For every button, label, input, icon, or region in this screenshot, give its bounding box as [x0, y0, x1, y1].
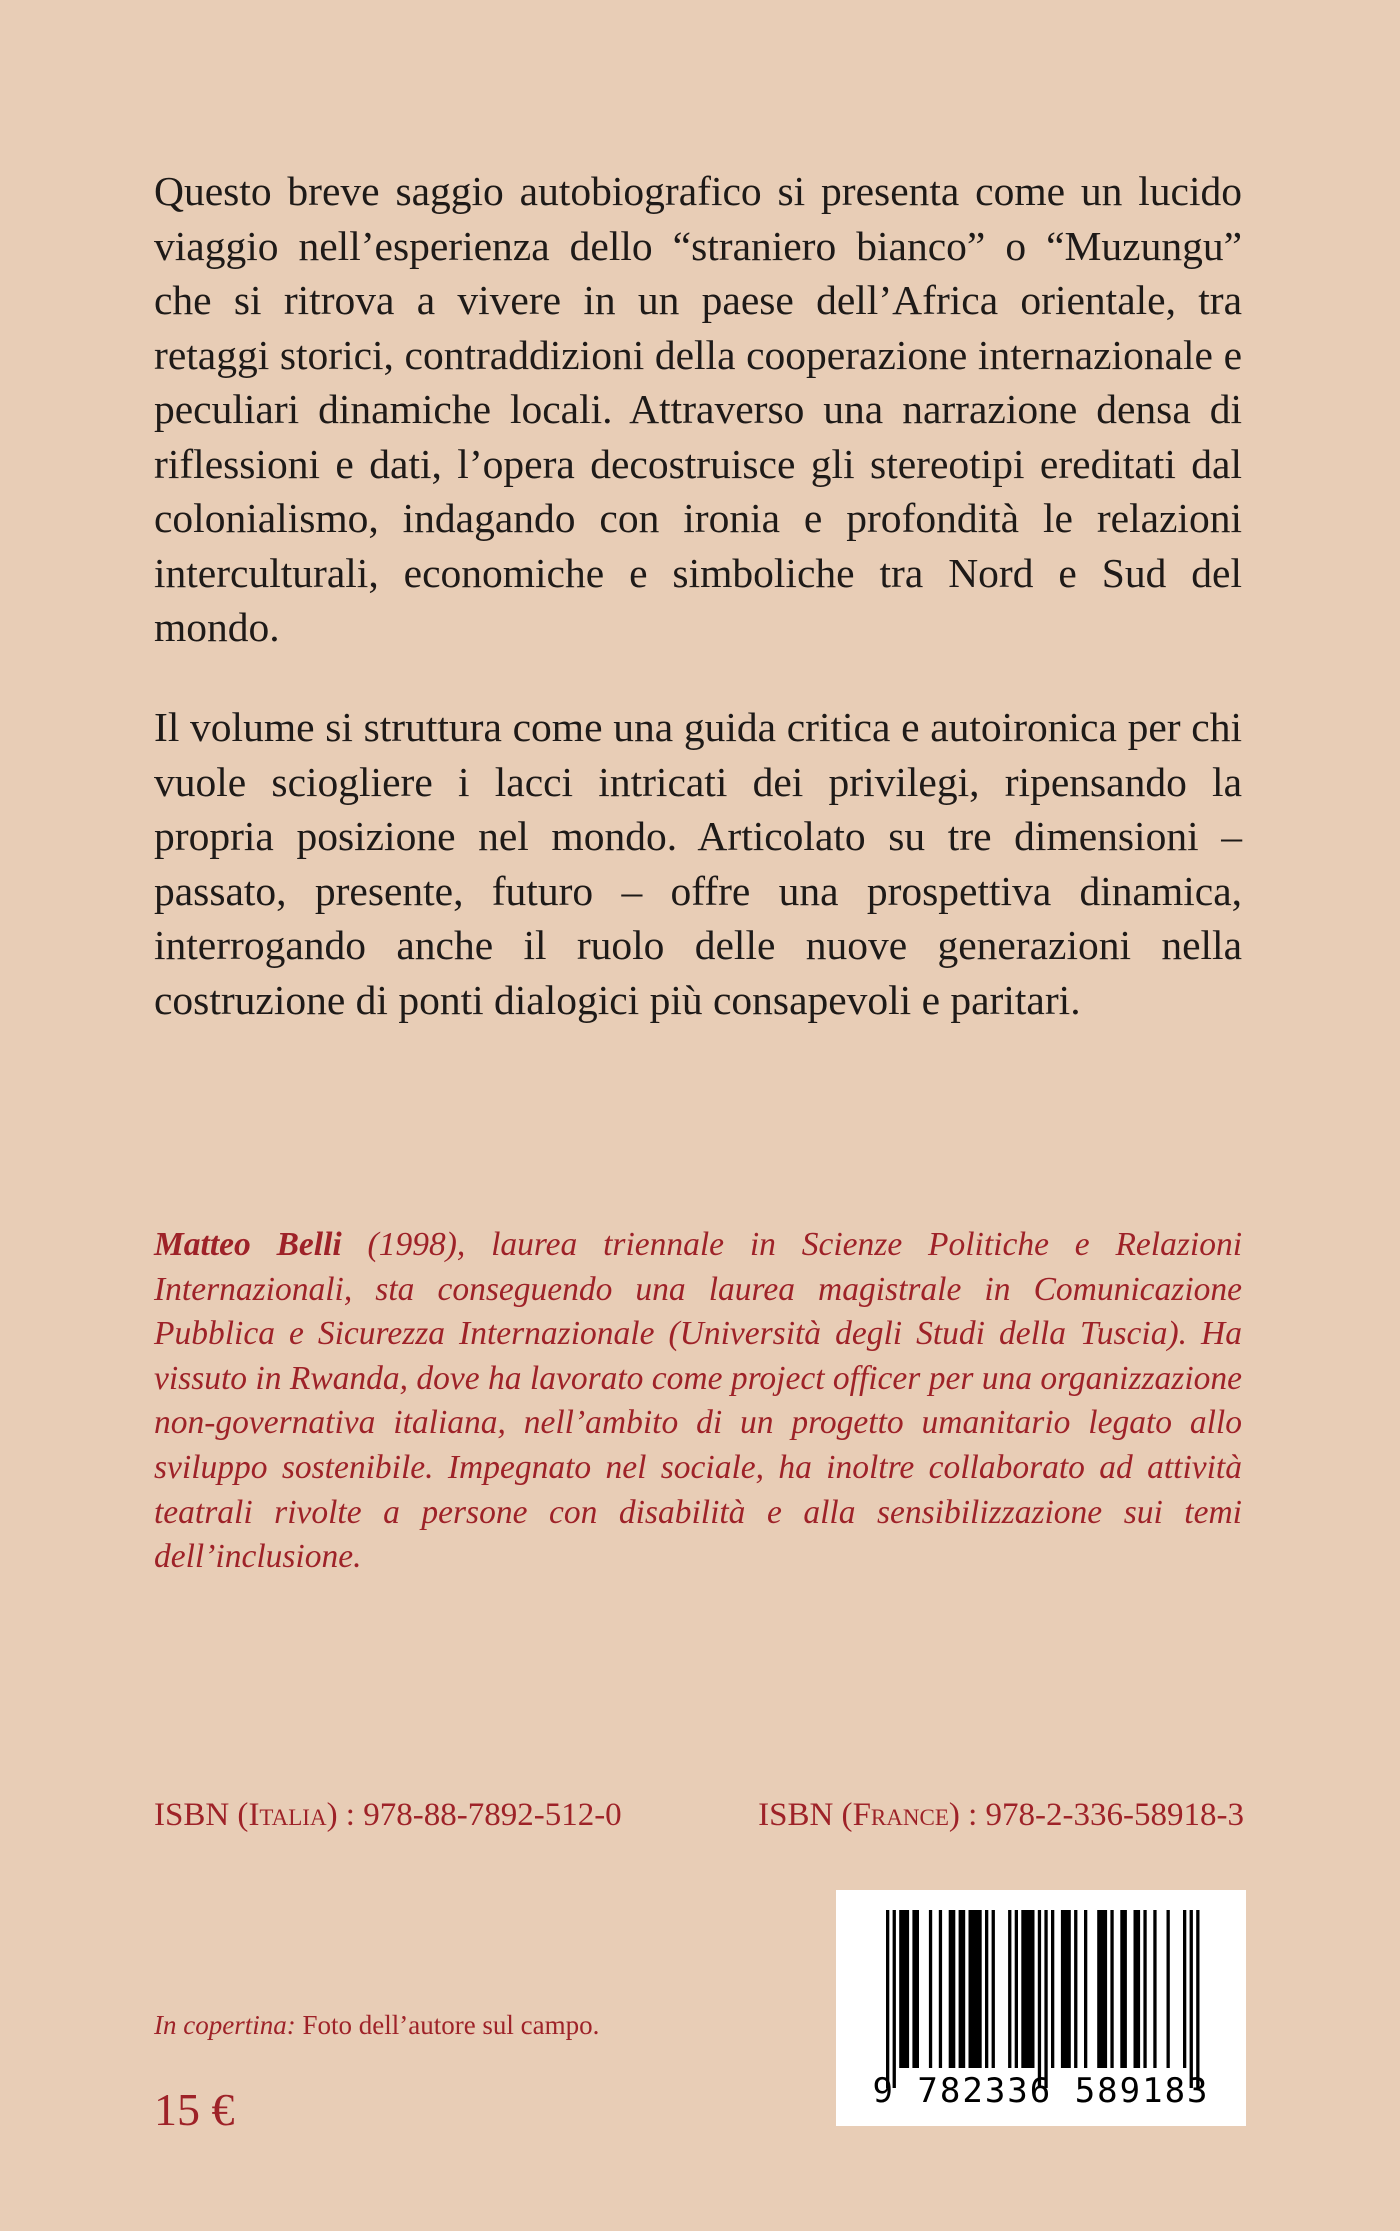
barcode-bar	[1038, 1910, 1041, 2088]
barcode-bar	[1120, 1910, 1127, 2068]
barcode-bar	[1074, 1910, 1077, 2068]
isbn-france-number: ) : 978-2-336-58918-3	[948, 1797, 1244, 1833]
blurb-paragraph-2: Il volume si struttura come una guida critica e autoironica per chi vuole sciogliere i lacci intricati dei privilegi, ripensando la propria posizione nel mondo. Articolato su tre dimensioni – passato, presente, futuro – offre una prospettiva dinamica, interrogando anche il ruolo delle nuove generazioni nella costruzione di ponti dialogici più consapevoli e paritari.	[154, 704, 1242, 1023]
barcode-bar	[1196, 1910, 1199, 2088]
barcode-bar	[893, 1910, 896, 2088]
barcode-bar	[1183, 1910, 1186, 2068]
barcode-bar	[949, 1910, 956, 2068]
barcode-bar	[1167, 1910, 1170, 2068]
barcode-bar	[929, 1910, 932, 2068]
barcode-bar	[992, 1910, 995, 2068]
barcode-bar	[912, 1910, 919, 2068]
barcode-bar	[1190, 1910, 1193, 2088]
barcode-bar	[886, 1910, 889, 2088]
barcode-bar	[1143, 1910, 1146, 2068]
isbn-france-country: France	[852, 1797, 949, 1833]
isbn-italia-prefix: ISBN (	[154, 1797, 249, 1833]
price: 15 €	[154, 2084, 235, 2135]
cover-credit-label: In copertina:	[154, 2010, 296, 2040]
cover-credit	[154, 2010, 599, 2041]
isbn-italia	[154, 1797, 622, 1834]
isbn-france-prefix: ISBN (	[758, 1797, 853, 1833]
barcode-bar	[1110, 1910, 1113, 2068]
isbn-france	[758, 1797, 1244, 1834]
blurb-paragraph-1: Questo breve saggio autobiografico si presenta come un lucido viaggio nell’esperienza dello “straniero bianco” o “Muzungu” che si ritrova a vivere in un paese dell’Africa orientale, tra retaggi storici, contraddizioni della cooperazione internazionale e peculiari dinamiche locali. Attraverso una narrazione densa di riflessioni e dati, l’opera decostruisce gli stereotipi ereditati dal colonialismo, indagando con ironia e profondità le relazioni interculturali, economiche e simboliche tra Nord e Sud del mondo.	[154, 168, 1242, 650]
barcode-bar	[1044, 1910, 1047, 2088]
barcode-bar	[939, 1910, 942, 2068]
barcode-bar	[959, 1910, 966, 2068]
barcode-bar	[1021, 1910, 1034, 2068]
cover-credit-text: Foto dell’autore sul campo.	[295, 2010, 600, 2040]
barcode-bar	[1153, 1910, 1156, 2068]
barcode-bar	[969, 1910, 982, 2068]
barcode-bar	[1097, 1910, 1107, 2068]
barcode-bar	[985, 1910, 988, 2068]
isbn-italia-number: ) : 978-88-7892-512-0	[326, 1797, 622, 1833]
barcode-bar	[1015, 1910, 1018, 2068]
barcode-digits: 9 782336 589183	[872, 2071, 1210, 2111]
barcode	[836, 1890, 1246, 2126]
barcode-bar	[1084, 1910, 1087, 2068]
barcode-bar	[1051, 1910, 1054, 2068]
barcode-bar	[1134, 1910, 1141, 2068]
isbn-italia-country: Italia	[248, 1797, 327, 1833]
barcode-bar	[899, 1910, 909, 2068]
barcode-bar	[1061, 1910, 1071, 2068]
author-bio	[154, 1223, 1242, 1580]
barcode-bar	[1008, 1910, 1011, 2068]
author-bio-text: (1998), laurea triennale in Scienze Politiche e Relazioni Internazionali, sta conseguendo una laurea magistrale in Comunicazione Pubblica e Sicurezza Internazionale (Università degli Studi della Tuscia). Ha vissuto in Rwanda, dove ha lavorato come project officer per una organizzazione non-governativa italiana, nell’ambito di un progetto umanitario legato allo sviluppo sostenibile. Impegnato nel sociale, ha inoltre collaborato ad attività teatrali rivolte a persone con disabilità e alla sensibilizzazione sui temi dell’inclusione.	[154, 1226, 1243, 1576]
author-name: Matteo Belli	[154, 1226, 342, 1263]
